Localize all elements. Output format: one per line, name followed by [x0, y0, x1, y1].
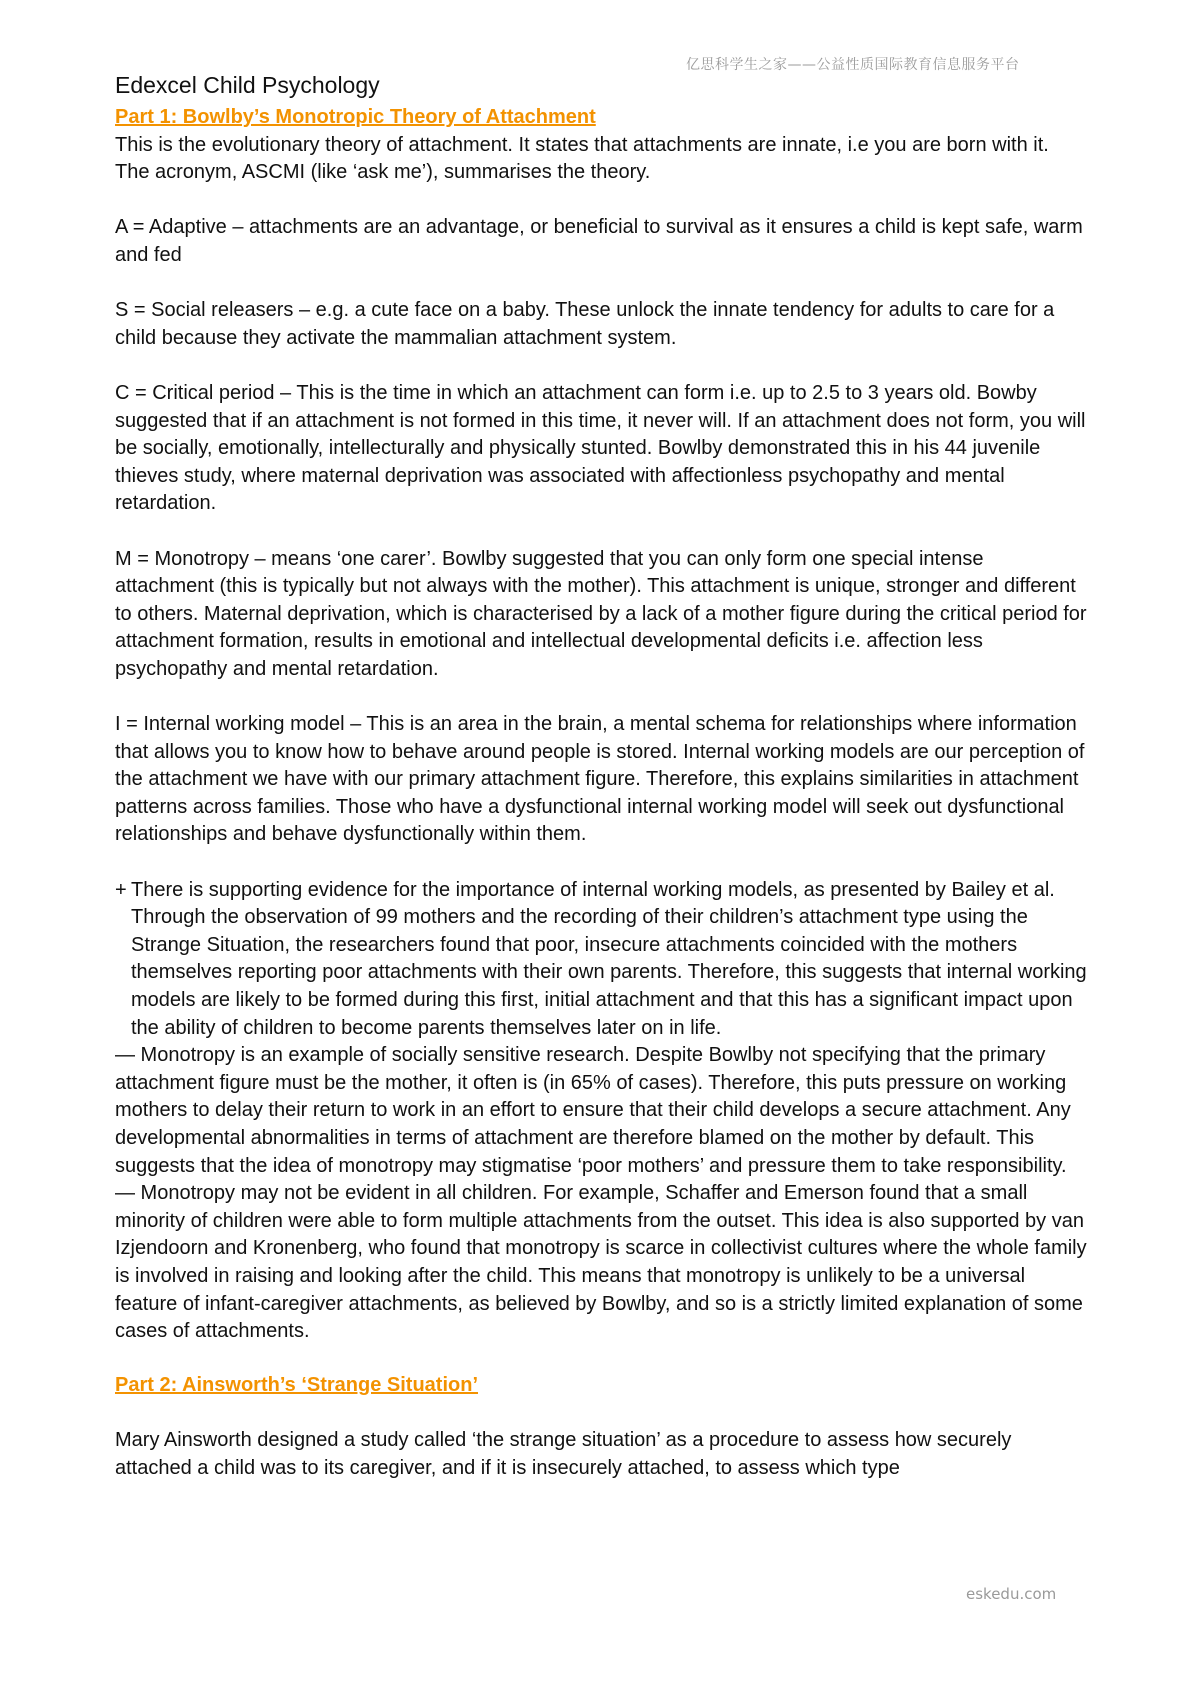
part2-intro: Mary Ainsworth designed a study called ‘the strange situation’ as a procedure to assess how securely attached a child was to its caregiver, and if it is insecurely attached, to assess which type: [115, 1429, 1012, 1479]
watermark-top: 亿思科学生之家——公益性质国际教育信息服务平台: [686, 57, 1020, 73]
internal-working-model-paragraph: I = Internal working model – This is an area in the brain, a mental schema for relationships where information that allows you to know how to behave around people is stored. Internal working models are our perception of the attachment we have with our primary attachment figure. Therefore, this explains similarities in attachment patterns across families. Those who have a dysfunctional internal working model will seek out dysfunctional relationships and behave dysfunctionally within them.: [115, 713, 1085, 846]
evaluation-strength: [115, 877, 1087, 1043]
part1-heading: Part 1: Bowlby’s Monotropic Theory of Attachment: [115, 106, 596, 128]
social-releasers-paragraph: S = Social releasers – e.g. a cute face on a baby. These unlock the innate tendency for adults to care for a child because they activate the mammalian attachment system.: [115, 299, 1055, 349]
document-title: Edexcel Child Psychology: [115, 72, 380, 98]
part1-intro: This is the evolutionary theory of attachment. It states that attachments are innate, i.e you are born with it. The acronym, ASCMI (like ‘ask me’), summarises the theory.: [115, 133, 1049, 184]
watermark-bottom: eskedu.com: [966, 1585, 1057, 1603]
evaluation-weakness-2: — Monotropy may not be evident in all children. For example, Schaffer and Emerson found that a small minority of children were able to form multiple attachments from the outset. This idea is also supported by van Izjendoorn and Kronenberg, who found that monotropy is scarce in collectivist cultures where the whole family is involved in raising and looking after the child. This means that monotropy is unlikely to be a universal feature of infant-caregiver attachments, as believed by Bowlby, and so is a strictly limited explanation of some cases of attachments.: [115, 1182, 1087, 1343]
evaluation-strength-text: There is supporting evidence for the importance of internal working models, as presented by Bailey et al. Through the observation of 99 mothers and the recording of their children’s attachment type using the Strange Situation, the researchers found that poor, insecure attachments coincided with the mothers themselves reporting poor attachments with their own parents. Therefore, this suggests that internal working models are likely to be formed during this first, initial attachment and that this has a significant impact upon the ability of children to become parents themselves later on in life.: [131, 878, 1087, 1039]
monotropy-paragraph: M = Monotropy – means ‘one carer’. Bowlby suggested that you can only form one special intense attachment (this is typically but not always with the mother). This attachment is unique, stronger and different to others. Maternal deprivation, which is characterised by a lack of a mother figure during the critical period for attachment formation, results in emotional and intellectual developmental deficits i.e. affection less psychopathy and mental retardation.: [115, 547, 1087, 680]
critical-period-paragraph: C = Critical period – This is the time in which an attachment can form i.e. up to 2.5 to 3 years old. Bowby suggested that if an attachment is not formed in this time, it never will. If an attachment does not form, you will be socially, emotionally, intellecturally and physically stunted. Bowlby demonstrated this in his 44 juvenile thieves study, where maternal deprivation was associated with affectionless psychopathy and mental retardation.: [115, 381, 1086, 515]
part2-heading: Part 2: Ainsworth’s ‘Strange Situation’: [115, 1373, 479, 1396]
document-body: [115, 70, 1087, 1483]
evaluation-weakness-1: — Monotropy is an example of socially sensitive research. Despite Bowlby not specifying that the primary attachment figure must be the mother, it often is (in 65% of cases). Therefore, this puts pressure on working mothers to delay their return to work in an effort to ensure that their child develops a secure attachment. Any developmental abnormalities in terms of attachment are therefore blamed on the mother by default. This suggests that the idea of monotropy may stigmatise ‘poor mothers’ and pressure them to take responsibility.: [115, 1044, 1071, 1177]
adaptive-paragraph: A = Adaptive – attachments are an advantage, or beneficial to survival as it ensures a child is kept safe, warm and fed: [115, 216, 1083, 266]
plus-marker: +: [115, 878, 127, 901]
